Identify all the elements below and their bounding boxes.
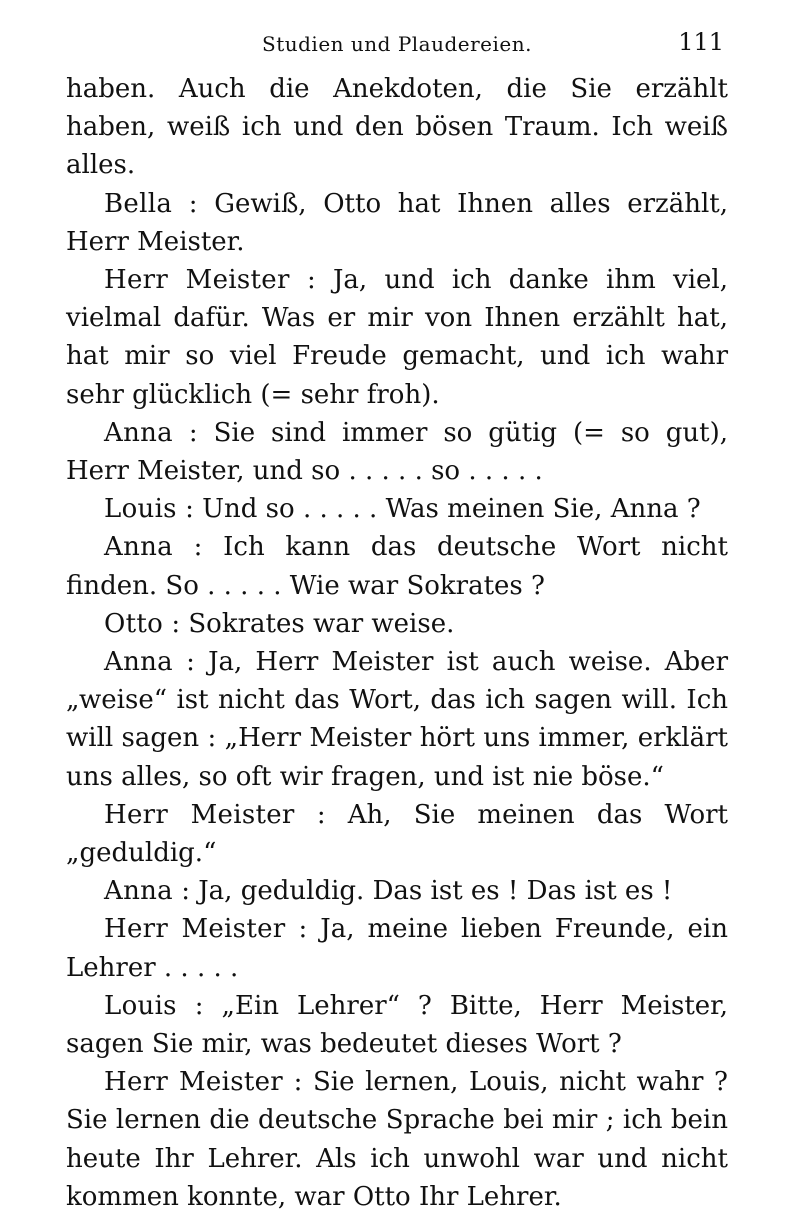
speaker-name: Bella (104, 188, 173, 219)
speaker-name: Anna (104, 417, 173, 448)
speaker-name: Anna (104, 532, 173, 563)
paragraph (66, 910, 728, 986)
running-title: Studien und Plaudereien. (262, 32, 532, 56)
paragraph (66, 987, 728, 1063)
paragraph-text: : Ja, geduldig. Das ist es ! Das ist es ! (172, 876, 673, 907)
speaker-name: Anna (104, 876, 173, 907)
paragraph-text: : Ja, und ich danke ihm viel, vielmal dafür. Was er mir von Ihnen erzählt hat, hat mir so viel Freude gemacht, und ich wahr sehr glücklich (= sehr froh). (66, 265, 728, 410)
paragraph (66, 1063, 728, 1216)
speaker-name: Anna (104, 647, 173, 678)
paragraph-text: : Ich kann das deutsche Wort nicht finden. So . . . . . Wie war Sokrates ? (66, 532, 728, 601)
page-header (66, 22, 728, 70)
paragraph-text: : Gewiß, Otto hat Ihnen alles erzählt, Herr Meister. (66, 188, 728, 257)
book-page (66, 22, 728, 1216)
paragraph-text: : Ja, Herr Meister ist auch weise. Aber „weise“ ist nicht das Wort, das ich sagen will. Ich will sagen : „Herr Meister hört uns immer, erklärt uns alles, so oft wir fragen, und ist nie böse.“ (66, 647, 728, 792)
paragraph-text: haben. Auch die Anekdoten, die Sie erzählt haben, weiß ich und den bösen Traum. Ich weiß alles. (66, 74, 728, 181)
paragraph (66, 490, 728, 528)
body-text (66, 70, 728, 1216)
paragraph-text: : „Ein Lehrer“ ? Bitte, Herr Meister, sagen Sie mir, was bedeutet dieses Wort ? (66, 990, 728, 1060)
paragraph (66, 70, 728, 185)
paragraph (66, 796, 728, 872)
paragraph (66, 185, 728, 261)
paragraph (66, 643, 728, 796)
paragraph (66, 872, 728, 910)
paragraph-text: : Sie lernen, Louis, nicht wahr ? Sie lernen die deutsche Sprache bei mir ; ich bein heute Ihr Lehrer. Als ich unwohl war und nicht kommen konnte, war Otto Ihr Lehrer. (66, 1067, 728, 1212)
speaker-name: Otto (104, 608, 164, 639)
speaker-name: Louis (104, 990, 177, 1021)
speaker-name: Herr Meister (104, 1067, 284, 1098)
paragraph-text: : Ja, meine lieben Freunde, ein Lehrer . . . . . (66, 914, 728, 983)
page-number: 111 (678, 28, 724, 56)
paragraph (66, 528, 728, 604)
paragraph-text: : Sie sind immer so gütig (= so gut), Herr Meister, und so . . . . . so . . . . . (66, 417, 728, 487)
paragraph (66, 605, 728, 643)
paragraph-text: : Und so . . . . . Was meinen Sie, Anna ? (176, 494, 701, 525)
paragraph (66, 261, 728, 414)
paragraph-text: : Sokrates war weise. (163, 608, 455, 639)
speaker-name: Herr Meister (104, 799, 295, 830)
speaker-name: Louis (104, 494, 177, 525)
speaker-name: Herr Meister (104, 914, 286, 945)
paragraph-text: : Ah, Sie meinen das Wort „geduldig.“ (66, 799, 729, 869)
speaker-name: Herr Meister (104, 265, 290, 296)
paragraph (66, 414, 728, 490)
